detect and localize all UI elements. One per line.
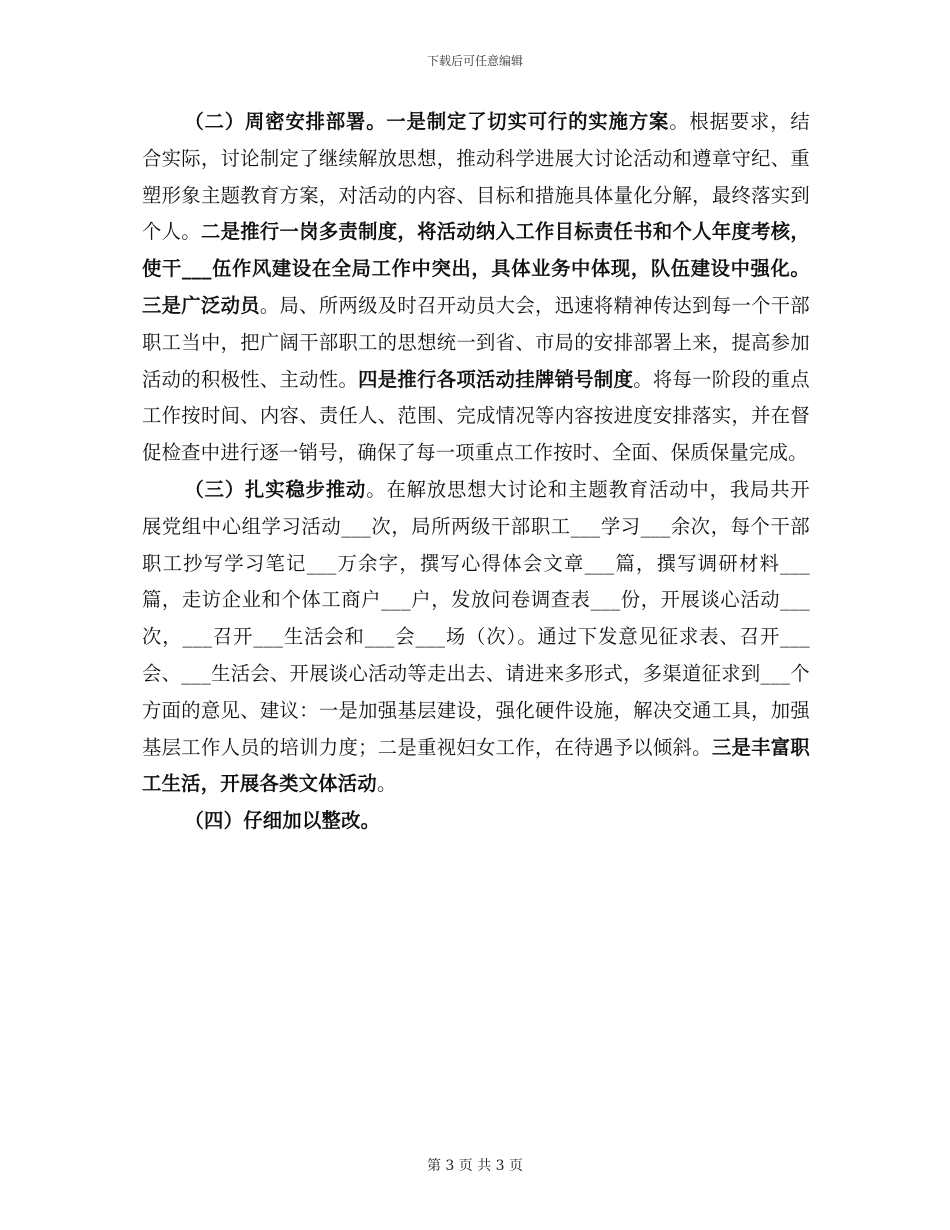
bold-text: 四是推行各项活动挂牌销号制度 bbox=[358, 367, 634, 391]
bold-text: 二是推行一岗多责制度，将活动纳入工作目标责任书和个人年度考核，使干___伍作风建设在全局工作中突出，具体业务中体现，队伍建设中强化。三是广泛动员 bbox=[142, 220, 810, 317]
bold-text: （三）扎实稳步推动 bbox=[184, 477, 367, 501]
page-header: 下载后可任意编辑 bbox=[426, 54, 523, 68]
page-footer: 第 3 页 共 3 页 bbox=[426, 1158, 524, 1174]
paragraph-4 bbox=[142, 803, 810, 840]
paragraph-2 bbox=[142, 104, 810, 472]
document-body bbox=[142, 104, 810, 840]
body-text: 。在解放思想大讨论和主题教育活动中，我局共开展党组中心组学习活动___次，局所两级干部职工___学习___余次，每个干部职工抄写学习笔记___万余字，撰写心得体会文章___篇，撰写调研材料___篇，走访企业和个体工商户___户，发放问卷调查表___份，开展谈心活动___次，___召开___生活会和___会___场（次）。通过下发意见征求表、召开___会、___生活会、开展谈心活动等走出去、请进来多形式，多渠道征求到___个方面的意见、建议：一是加强基层建设，强化硬件设施，解决交通工具，加强基层工作人员的培训力度；二是重视妇女工作，在待遇予以倾斜。 bbox=[142, 477, 810, 759]
body-text: 。 bbox=[376, 772, 397, 796]
body-text: 。将每一阶段的重点工作按时间、内容、责任人、范围、完成情况等内容按进度安排落实，并在督促检查中进行逐一销号，确保了每一项重点工作按时、全面、保质保量完成。 bbox=[142, 367, 810, 465]
body-text: 。根据要求，结合实际，讨论制定了继续解放思想，推动科学进展大讨论活动和遵章守纪、重塑形象主题教育方案，对活动的内容、目标和措施具体量化分解，最终落实到个人。 bbox=[142, 110, 810, 244]
body-text: 。局、所两级及时召开动员大会，迅速将精神传达到每一个干部职工当中，把广阔干部职工的思想统一到省、市局的安排部署上来，提高参加活动的积极性、主动性。 bbox=[142, 293, 810, 391]
paragraph-3 bbox=[142, 472, 810, 803]
bold-text: （四）仔细加以整改。 bbox=[184, 809, 381, 833]
bold-text: 三是丰富职工生活，开展各类文体活动 bbox=[142, 735, 811, 796]
bold-text: （二）周密安排部署。一是制定了切实可行的实施方案 bbox=[184, 110, 670, 133]
